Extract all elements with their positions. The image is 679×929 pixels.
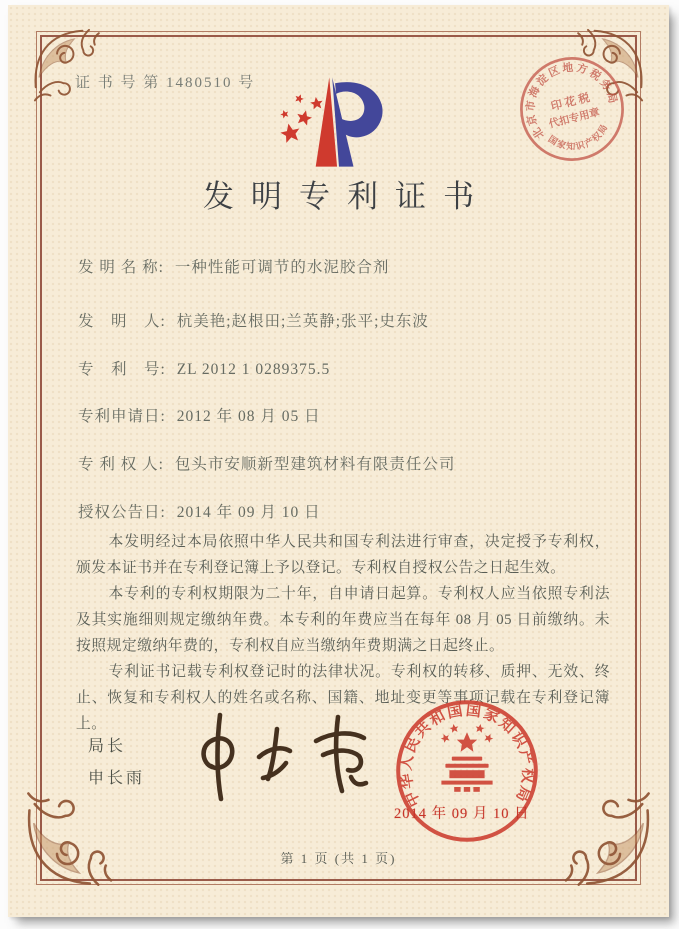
signer-title: 局长 xyxy=(88,738,127,755)
svg-text:印 花 税: 印 花 税 xyxy=(549,91,592,114)
signer-block xyxy=(88,731,145,795)
body-paragraph: 本专利的专利权期限为二十年，自申请日起算。专利权人应当依照专利法及其实施细则规定缴纳年费。本专利的年费应当在每年 08 月 05 日前缴纳。未按照规定缴纳年费的，专利权自应当缴纳年费期满之日起终止。 xyxy=(76,586,610,654)
certificate-title: 发明专利证书 xyxy=(202,179,492,214)
field-label: 发 明 名 称: xyxy=(78,259,164,276)
certificate-number: 证 书 号 第 1480510 号 xyxy=(75,75,256,91)
field-value: ZL 2012 1 0289375.5 xyxy=(176,361,331,378)
national-emblem-icon xyxy=(439,723,494,792)
field-patentee xyxy=(78,452,455,474)
field-patent-number xyxy=(78,357,330,379)
field-value: 杭美艳;赵根田;兰英静;张平;史东波 xyxy=(176,313,429,330)
field-value: 一种性能可调节的水泥胶合剂 xyxy=(174,259,390,276)
director-signature xyxy=(180,705,385,810)
corner-flourish-icon xyxy=(549,785,655,891)
body-paragraph: 专利证书记载专利权登记时的法律状况。专利权的转移、质押、无效、终止、恢复和专利权人的姓名或名称、国籍、地址变更等事项记载在专利登记簿上。 xyxy=(76,664,610,732)
field-invention-name xyxy=(78,255,389,277)
svg-text:国家知识产权局: 国家知识产权局 xyxy=(546,121,610,152)
seal-date: 2014 年 09 月 10 日 xyxy=(394,806,530,822)
field-value: 包头市安顺新型建筑材料有限责任公司 xyxy=(174,456,456,473)
certificate-page xyxy=(8,5,669,917)
field-label: 专利申请日: xyxy=(78,408,166,425)
field-inventors xyxy=(78,309,429,331)
body-paragraph: 本发明经过本局依照中华人民共和国专利法进行审查，决定授予专利权，颁发本证书并在专利登记簿上予以登记。专利权自授权公告之日起生效。 xyxy=(76,534,610,576)
field-label: 发 明 人: xyxy=(78,313,166,330)
official-seal xyxy=(391,695,543,847)
page-footer: 第 1 页 (共 1 页) xyxy=(280,851,397,866)
cnipa-ip-logo-icon xyxy=(275,73,401,171)
field-label: 专 利 权 人: xyxy=(78,456,164,473)
corner-flourish-icon xyxy=(22,785,128,891)
field-label: 专 利 号: xyxy=(78,361,166,378)
corner-flourish-icon xyxy=(30,25,112,107)
field-filing-date xyxy=(78,404,321,426)
field-grant-date xyxy=(78,500,321,522)
svg-text:北京市海淀区地方税务局: 北京市海淀区地方税务局 xyxy=(524,61,620,141)
signer-name: 申长雨 xyxy=(88,770,146,787)
svg-text:中华人民共和国国家知识产权局: 中华人民共和国国家知识产权局 xyxy=(397,701,537,810)
svg-text:代扣专用章: 代扣专用章 xyxy=(547,107,601,131)
field-value: 2012 年 08 月 05 日 xyxy=(176,408,321,425)
field-label: 授权公告日: xyxy=(78,504,166,521)
field-value: 2014 年 09 月 10 日 xyxy=(176,504,321,521)
